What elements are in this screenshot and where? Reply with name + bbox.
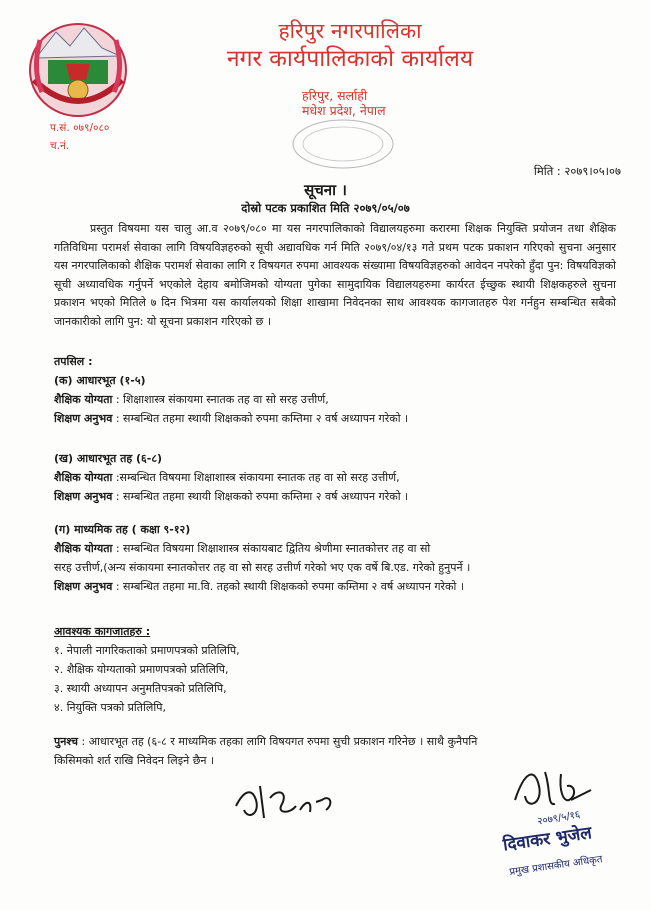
officer-title: प्रमुख प्रशासकीय अधिकृत bbox=[508, 854, 604, 879]
government-emblem-icon bbox=[26, 20, 130, 120]
qualification-row bbox=[54, 469, 400, 487]
notice-date: मिति : २०७९।०५।०७ bbox=[533, 164, 621, 178]
address-line-2: मधेश प्रदेश, नेपाल bbox=[302, 103, 386, 118]
office-name: नगर कार्यपालिकाको कार्यालय bbox=[226, 46, 474, 72]
postscript-text: : आधारभूत तह (६-८ र माध्यमिक तहका लागि विषयगत रुपमा सुची प्रकाशन गरिनेछ । साथै कुनैपनि bbox=[81, 735, 478, 748]
experience-text: : सम्बन्धित तहमा स्थायी शिक्षकको रुपमा कम्तिमा २ वर्ष अध्यापन गरेको । bbox=[115, 490, 409, 503]
qualification-row bbox=[54, 391, 329, 409]
qualification-label: शैक्षिक योग्यता bbox=[54, 471, 113, 484]
level-heading: (ग) माध्यमिक तह ( कक्षा ९-१२) bbox=[54, 523, 191, 536]
details-heading: तपसिल : bbox=[54, 355, 93, 368]
experience-row bbox=[54, 578, 464, 596]
qualification-text: :सम्बन्धित विषयमा शिक्षाशास्त्र संकायमा स्नातक तह वा सो सरह उत्तीर्ण, bbox=[115, 471, 400, 484]
notice-subtitle: दोस्रो पटक प्रकाशित मिति २०७९/०५/०७ bbox=[241, 201, 410, 215]
qualification-continued: सरह उत्तीर्ण,(अन्य संकायमा स्नातकोत्तर तह वा सो सरह उत्तीर्ण गरेको भए एक वर्षे बि.एड. गरेको हुनुपर्ने । bbox=[54, 561, 471, 574]
office-seal-icon bbox=[288, 116, 398, 172]
signature-right-icon bbox=[505, 760, 595, 818]
documents-heading: आवश्यक कागजातहरु : bbox=[54, 625, 151, 638]
signature-date: २०७९/५/१६ bbox=[536, 809, 582, 828]
officer-name: दिवाकर भुजेल bbox=[501, 823, 594, 856]
officer-stamp bbox=[497, 809, 627, 882]
reference-block bbox=[50, 119, 109, 155]
qualification-label: शैक्षिक योग्यता bbox=[54, 393, 113, 406]
experience-text: : सम्बन्धित तहमा मा.वि. तहको स्थायी शिक्षकको रुपमा कम्तिमा २ वर्ष अध्यापन गरेको । bbox=[115, 580, 464, 593]
level-heading: (क) आधारभूत (१-५) bbox=[54, 374, 146, 387]
qualification-text: : शिक्षाशास्त्र संकायमा स्नातक तह वा सो सरह उत्तीर्ण, bbox=[115, 393, 329, 406]
qualification-row bbox=[54, 540, 430, 558]
notice-title: सूचना । bbox=[304, 181, 347, 199]
document-item: ३. स्थायी अध्यापन अनुमतिपत्रको प्रतिलिपि, bbox=[54, 682, 227, 695]
reference-number: प.सं. ०७९/०८० bbox=[50, 122, 110, 134]
qualification-text: : सम्बन्धित विषयमा शिक्षाशास्त्र संकायबाट द्वितिय श्रेणीमा स्नातकोत्तर तह वा सो bbox=[115, 542, 431, 555]
experience-row bbox=[54, 488, 408, 506]
document-item: ४. नियुक्ति पत्रको प्रतिलिपि, bbox=[54, 701, 166, 714]
postscript-continued: किसिमको शर्त राखि निवेदन लिइने छैन । bbox=[54, 754, 215, 767]
letterhead bbox=[150, 18, 550, 74]
office-address bbox=[282, 88, 532, 118]
postscript-label: पुनश्च bbox=[54, 735, 79, 748]
address-line-1: हरिपुर, सर्लाही bbox=[302, 88, 368, 103]
postscript-row bbox=[54, 733, 477, 751]
experience-label: शिक्षण अनुभव bbox=[54, 490, 113, 503]
experience-label: शिक्षण अनुभव bbox=[54, 580, 113, 593]
experience-text: : सम्बन्धित तहमा स्थायी शिक्षकको रुपमा कम्तिमा २ वर्ष अध्यापन गरेको । bbox=[115, 412, 409, 425]
level-heading: (ख) आधारभूत तह (६-८) bbox=[54, 452, 163, 465]
qualification-label: शैक्षिक योग्यता bbox=[54, 542, 113, 555]
signature-left-icon bbox=[230, 770, 350, 830]
experience-label: शिक्षण अनुभव bbox=[54, 412, 113, 425]
notice-body: प्रस्तुत विषयमा यस चालु आ.व २०७९/०८० मा यस नगरपालिकाको विद्यालयहरुमा करारमा शिक्षक नियुक्ति प्रयोजन तथा शैक्षिक गतिविधिमा परामर्श सेवाका लागि विषयविज्ञहरुको सूची अद्यावधिक गर्न मिति २०७९/०४/१३ गते प्रथम पटक प्रकाशन गरिएको सुचना अनुसार यस नगरपालिकाको शैक्षिक परामर्श सेवाका लागि र विषयगत रुपमा आवश्यक संख्यामा विषयविज्ञहरुको आवेदन नपरेको हुँदा पुन: विषयविज्ञको सूची अध्यावधिक गर्नुपर्ने भएकोले देहाय बमोजिमको योग्यता पुगेका सामुदायिक विद्यालयहरुमा कार्यरत ईच्छुक स्थायी शिक्षकहरुले सुचना प्रकाशन भएको मितिले ७ दिन भित्रमा यस कार्यालयको शिक्षा शाखामा निवेदनका साथ आवश्यक कागजातहरु पेश गर्नहुन सम्बन्धित सबैको जानकारीको लागि पुन: यो सूचना प्रकाशन गरिएको छ । bbox=[54, 222, 616, 328]
dispatch-number: च.नं. bbox=[50, 140, 70, 152]
experience-row bbox=[54, 410, 408, 428]
municipality-name: हरिपुर नगरपालिका bbox=[278, 19, 422, 43]
document-item: १. नेपाली नागरिकताको प्रमाणपत्रको प्रतिलिपि, bbox=[54, 644, 240, 657]
document-item: २. शैक्षिक योग्यताको प्रमाणपत्रको प्रतिलिपि, bbox=[54, 663, 229, 676]
